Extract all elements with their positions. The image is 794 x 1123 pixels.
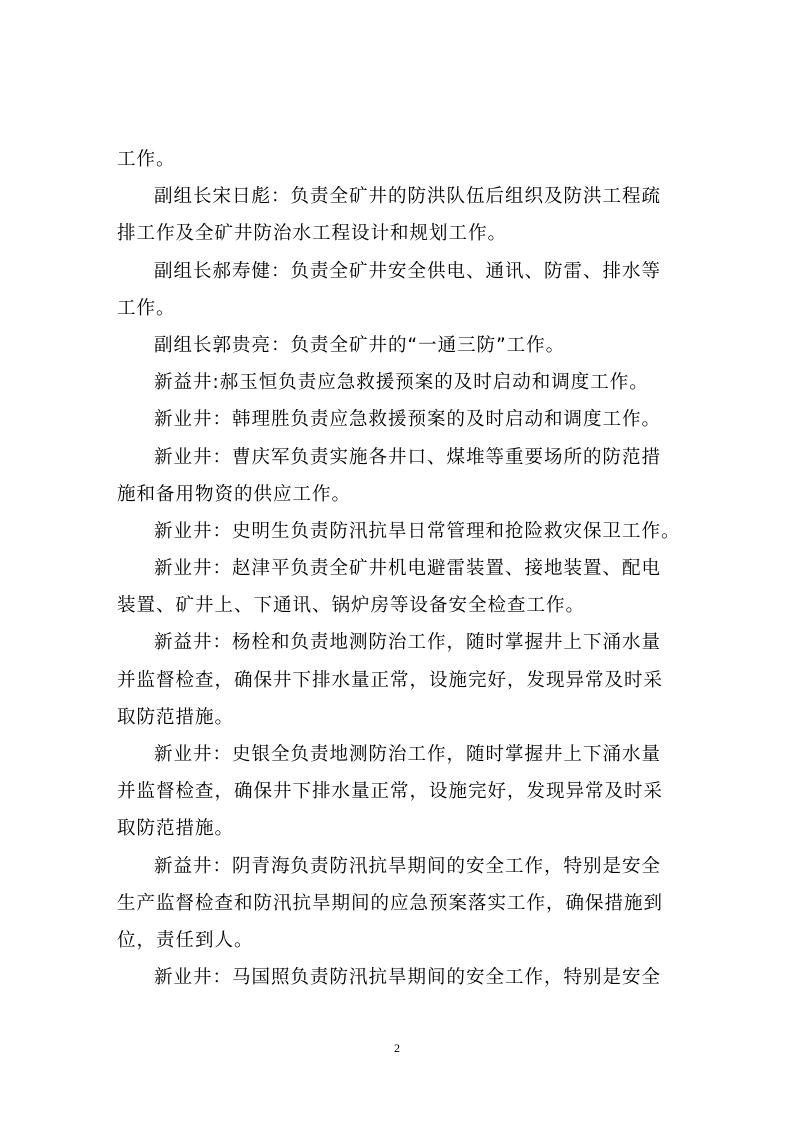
text-line: 新业井：曹庆军负责实施各井口、煤堆等重要场所的防范措 [154,446,662,468]
text-line: 副组长郝寿健：负责全矿井安全供电、通讯、防雷、排水等 [154,260,662,282]
text-line: 取防范措施。 [117,818,235,840]
text-line: 排工作及全矿井防治水工程设计和规划工作。 [117,223,508,245]
text-line: 新业井：赵津平负责全矿井机电避雷装置、接地装置、配电 [154,558,662,580]
text-line: 副组长宋日彪：负责全矿井的防洪队伍后组织及防洪工程疏 [154,186,662,208]
text-line: 并监督检查，确保井下排水量正常，设施完好，发现异常及时采 [117,781,664,803]
text-line: 生产监督检查和防汛抗旱期间的应急预案落实工作，确保措施到 [117,892,664,914]
text-line: 新业井：史银全负责地测防治工作，随时掌握井上下涌水量 [154,744,662,765]
text-line: 工作。 [117,297,176,319]
text-line: 新业井：马国照负责防汛抗旱期间的安全工作，特别是安全 [154,967,662,989]
text-line: 取防范措施。 [117,706,235,728]
text-line: 副组长郭贵亮：负责全矿井的“一通三防”工作。 [154,334,566,356]
text-line: 新业井：史明生负责防汛抗旱日常管理和抢险救灾保卫工作。 [154,520,681,542]
text-line: 新益井：杨栓和负责地测防治工作，随时掌握井上下涌水量 [154,632,662,654]
text-line: 工作。 [117,149,176,170]
text-line: 新益井:郝玉恒负责应急救援预案的及时启动和调度工作。 [154,372,649,394]
body-text [117,141,683,996]
text-line: 装置、矿井上、下通讯、锅炉房等设备安全检查工作。 [117,595,586,617]
text-line: 施和备用物资的供应工作。 [117,483,352,505]
text-line: 新业井：韩理胜负责应急救援预案的及时启动和调度工作。 [154,409,662,431]
text-line: 新益井：阴青海负责防汛抗旱期间的安全工作，特别是安全 [154,855,662,877]
text-line: 并监督检查，确保井下排水量正常，设施完好，发现异常及时采 [117,669,664,691]
page-number: 2 [394,1041,400,1055]
text-line: 位，责任到人。 [117,929,254,951]
